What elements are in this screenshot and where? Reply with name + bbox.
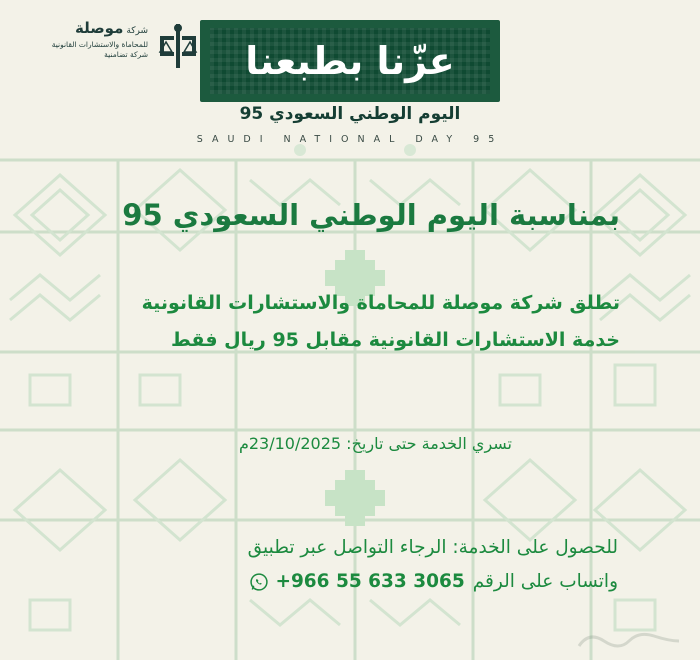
phone-number[interactable]: +966 55 633 3065 [275,571,465,592]
company-name [20,20,148,40]
company-logo-text [20,20,148,60]
company-prefix: شركة [126,26,148,36]
validity-date: تسري الخدمة حتى تاريخ: 23/10/2025م [238,434,512,453]
national-day-badge [200,20,500,102]
whatsapp-icon[interactable] [249,572,269,592]
announcement-line-2: خدمة الاستشارات القانونية مقابل 95 ريال فقط [171,329,620,351]
company-type: شركة تضامنية [104,50,148,59]
announcement-line-1: تطلق شركة موصلة للمحاماة والاستشارات القانونية [141,292,620,314]
company-tagline: للمحاماة والاستشارات القانونية [51,40,148,49]
headline: بمناسبة اليوم الوطني السعودي 95 [122,198,620,232]
company-name-label: موصلة [74,19,124,37]
company-logo [20,16,210,76]
watermark-logo [574,626,684,656]
contact-line-2 [249,571,618,592]
national-day-arabic: اليوم الوطني السعودي 95 [239,104,461,124]
company-logo-mark-icon [150,18,206,74]
badge-title: عزّنا بطبعنا [245,39,455,83]
contact-line-1: للحصول على الخدمة: الرجاء التواصل عبر تطبيق [247,537,618,558]
badge-inner [210,28,490,94]
national-day-english: SAUDI NATIONAL DAY 95 [196,134,504,145]
contact-line-2-label: واتساب على الرقم [472,571,618,592]
